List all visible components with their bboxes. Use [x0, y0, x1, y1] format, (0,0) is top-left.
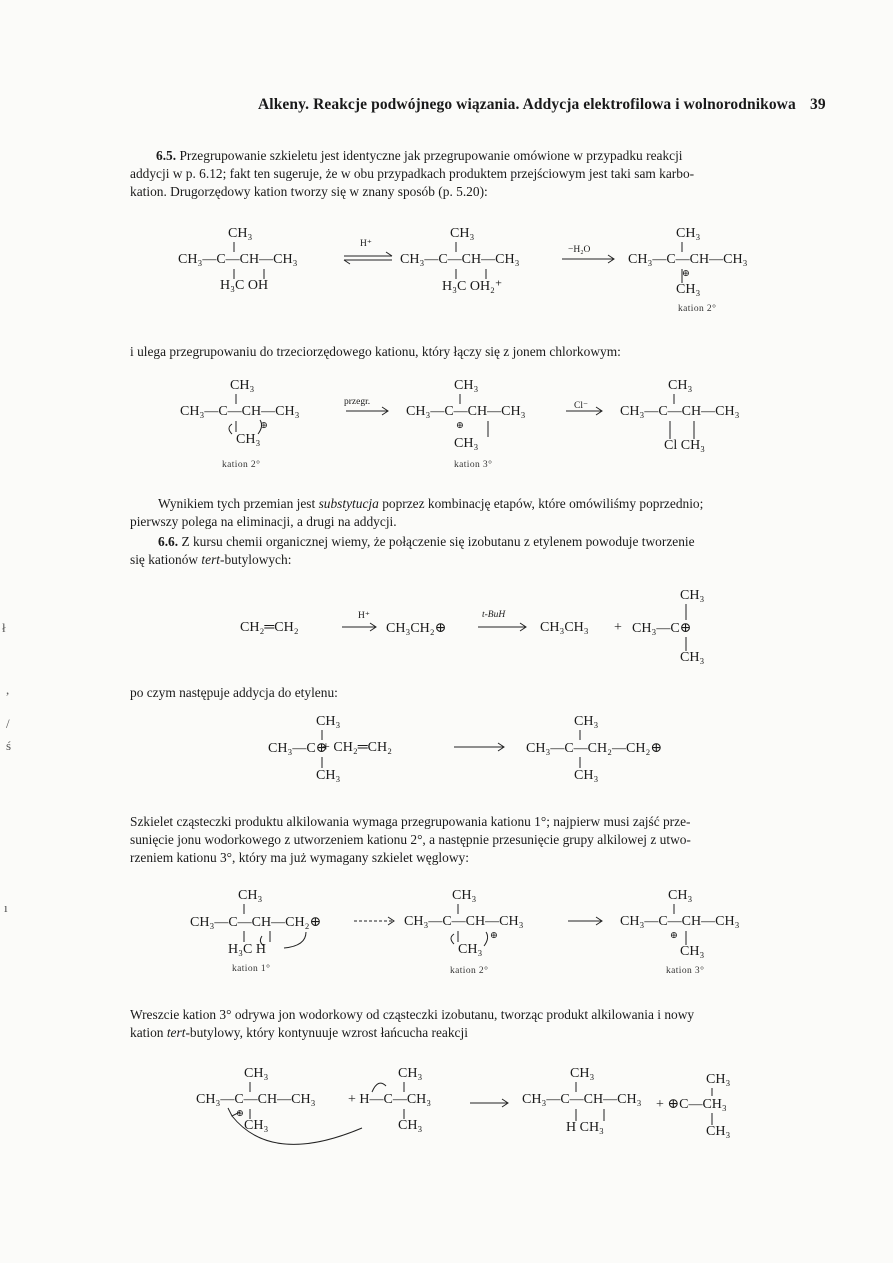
cation-charge: ⊕	[456, 421, 464, 431]
methyl-label: CH₃	[668, 378, 693, 393]
paragraph-text: kation	[130, 1025, 167, 1040]
margin-mark: ł	[2, 620, 6, 635]
methyl-label: CH₃	[706, 1124, 731, 1139]
arrow-label: t-BuH	[482, 610, 506, 620]
curved-arrow	[484, 932, 488, 946]
product-formula: CH₃CH₃	[540, 620, 589, 635]
methyl-label: CH₃	[238, 888, 263, 903]
methyl-label: CH₃	[244, 1066, 269, 1081]
cation-charge: ⊕	[490, 931, 498, 941]
cation-formula: CH₃—C⊕	[632, 621, 692, 636]
cation-charge: ⊕	[260, 421, 268, 431]
reactant-formula: + CH₂═CH₂	[322, 740, 392, 755]
cation-label: kation 3°	[454, 460, 493, 470]
methyl-label: CH₃	[398, 1066, 423, 1081]
chain-formula: CH₃—C—CH—CH₂⊕	[190, 915, 322, 930]
methyl-label: CH₃	[454, 378, 479, 393]
arrow-label: H⁺	[360, 239, 372, 249]
cation-label: kation 2°	[222, 460, 261, 470]
paragraph-text: -butylowych:	[220, 552, 292, 567]
cation-charge: ⊕	[670, 931, 678, 941]
substituent-label: H₃C H	[228, 942, 266, 957]
paragraph-5-line1: Szkielet cząsteczki produktu alkilowania wymaga przegrupowania kationu 1°; najpierw musi zajść prze-	[130, 814, 691, 829]
arrow-head	[228, 1108, 240, 1116]
methyl-label: CH₃	[236, 432, 261, 447]
arrow-label: −H₂O	[568, 245, 591, 255]
curved-arrow	[232, 1116, 362, 1144]
running-header: Alkeny. Reakcje podwójnego wiązania. Addycja elektrofilowa i wolnorodnikowa	[258, 96, 796, 113]
paragraph-text: Z kursu chemii organicznej wiemy, że połączenie się izobutanu z etylenem powoduje tworzenie	[181, 534, 695, 549]
curved-arrow	[258, 420, 262, 434]
cation-formula: + ⊕C—CH₃	[656, 1097, 727, 1112]
methyl-label: CH₃	[244, 1118, 269, 1133]
methyl-label: CH₃	[680, 944, 705, 959]
margin-mark: /	[6, 716, 10, 731]
methyl-label: CH₃	[676, 282, 701, 297]
chain-formula: CH₃—C—CH—CH₃	[178, 252, 298, 267]
methyl-label: CH₃	[574, 768, 599, 783]
margin-mark: ,	[6, 682, 10, 697]
arrow-label: przegr.	[344, 397, 371, 407]
curved-arrow	[284, 932, 306, 948]
chain-formula: CH₃—C—CH—CH₃	[404, 914, 524, 929]
chain-formula: CH₃—C—CH—CH₃	[522, 1092, 642, 1107]
emphasis-term: substytucja	[318, 496, 379, 511]
methyl-label: CH₃	[230, 378, 255, 393]
paragraph-text: Przegrupowanie szkieletu jest identyczne jak przegrupowanie omówione w przypadku reakcji	[179, 148, 683, 163]
paragraph-2: i ulega przegrupowaniu do trzeciorzędowego kationu, który łączy się z jonem chlorkowym:	[130, 344, 621, 359]
methyl-label: CH₃	[676, 226, 701, 241]
reactant-formula: CH₂═CH₂	[240, 620, 299, 635]
paragraph-5-line2: sunięcie jonu wodorkowego z utworzeniem kationu 2°, a następnie przesunięcie grupy alkilowej z utwo-	[130, 832, 691, 847]
paragraph-5-line3: rzeniem kationu 3°, który ma już wymagany szkielet węglowy:	[130, 850, 469, 865]
methyl-label: CH₃	[680, 588, 705, 603]
cation-formula: CH₃—C⊕	[268, 741, 328, 756]
margin-mark: ı	[4, 900, 8, 915]
curved-arrow	[451, 934, 454, 944]
methyl-label: CH₃	[668, 888, 693, 903]
intermediate-formula: CH₃CH₂⊕	[386, 621, 447, 636]
substituent-label: H₃C OH	[220, 278, 269, 293]
section-6-5-line2: addycji w p. 6.12; fakt ten sugeruje, że w obu przypadkach produktem przejściowym jest taki sam karbo-	[130, 166, 695, 181]
paragraph-text: się kationów	[130, 552, 202, 567]
chain-formula: CH₃—C—CH—CH₃	[180, 404, 300, 419]
methyl-label: CH₃	[458, 942, 483, 957]
methyl-label: CH₃	[316, 714, 341, 729]
chain-formula: CH₃—C—CH—CH₃	[620, 914, 740, 929]
arrow-head	[386, 252, 392, 256]
emphasis-term: tert	[201, 552, 221, 567]
methyl-label: CH₃	[452, 888, 477, 903]
chain-formula: CH₃—C—CH—CH₃	[620, 404, 740, 419]
cation-label: kation 2°	[450, 966, 489, 976]
methyl-label: CH₃	[570, 1066, 595, 1081]
cation-charge: ⊕	[236, 1109, 244, 1119]
substituent-label: H₃C OH₂⁺	[442, 279, 503, 294]
methyl-label: CH₃	[680, 650, 705, 665]
methyl-label: CH₃	[574, 714, 599, 729]
curved-arrow	[229, 424, 232, 434]
paragraph-text: -butylowy, który kontynuuje wzrost łańcucha reakcji	[185, 1025, 468, 1040]
paragraph-3-line2: pierwszy polega na eliminacji, a drugi na addycji.	[130, 514, 397, 529]
methyl-label: CH₃	[450, 226, 475, 241]
product-formula: CH₃—C—CH₂—CH₂⊕	[526, 741, 663, 756]
methyl-label: CH₃	[228, 226, 253, 241]
chain-formula: CH₃—C—CH—CH₃	[400, 252, 520, 267]
section-6-5-line3: kation. Drugorzędowy kation tworzy się w znany sposób (p. 5.20):	[130, 184, 488, 199]
emphasis-term: tert	[166, 1025, 186, 1040]
methyl-label: CH₃	[706, 1072, 731, 1087]
arrow-label: Cl⁻	[574, 401, 588, 411]
page-number: 39	[810, 96, 826, 113]
curved-arrow	[372, 1083, 386, 1092]
cation-charge: ⊕	[682, 269, 690, 279]
arrow-label: H⁺	[358, 611, 370, 621]
plus-sign: +	[614, 620, 622, 635]
margin-mark: ś	[6, 738, 12, 753]
curved-arrow	[260, 936, 264, 946]
section-number: 6.6.	[158, 534, 179, 549]
methyl-label: CH₃	[316, 768, 341, 783]
chain-formula: CH₃—C—CH—CH₃	[196, 1092, 316, 1107]
methyl-label: CH₃	[454, 436, 479, 451]
isobutane-formula: + H—C—CH₃	[348, 1092, 432, 1107]
chain-formula: CH₃—C—CH—CH₃	[628, 252, 748, 267]
paragraph-text: poprzez kombinację etapów, które omówiliśmy poprzednio;	[378, 496, 704, 511]
cation-label: kation 2°	[678, 304, 717, 314]
chain-formula: CH₃—C—CH—CH₃	[406, 404, 526, 419]
substituent-label: H CH₃	[566, 1120, 604, 1135]
paragraph-text: Wynikiem tych przemian jest	[158, 496, 319, 511]
cation-label: kation 1°	[232, 964, 271, 974]
paragraph-6-line1: Wreszcie kation 3° odrywa jon wodorkowy od cząsteczki izobutanu, tworząc produkt alkilowania i nowy	[130, 1007, 695, 1022]
section-number: 6.5.	[156, 148, 177, 163]
cation-label: kation 3°	[666, 966, 705, 976]
methyl-label: CH₃	[398, 1118, 423, 1133]
paragraph-4: po czym następuje addycja do etylenu:	[130, 685, 338, 700]
arrow-head	[344, 260, 350, 264]
substituent-label: Cl CH₃	[664, 438, 706, 453]
